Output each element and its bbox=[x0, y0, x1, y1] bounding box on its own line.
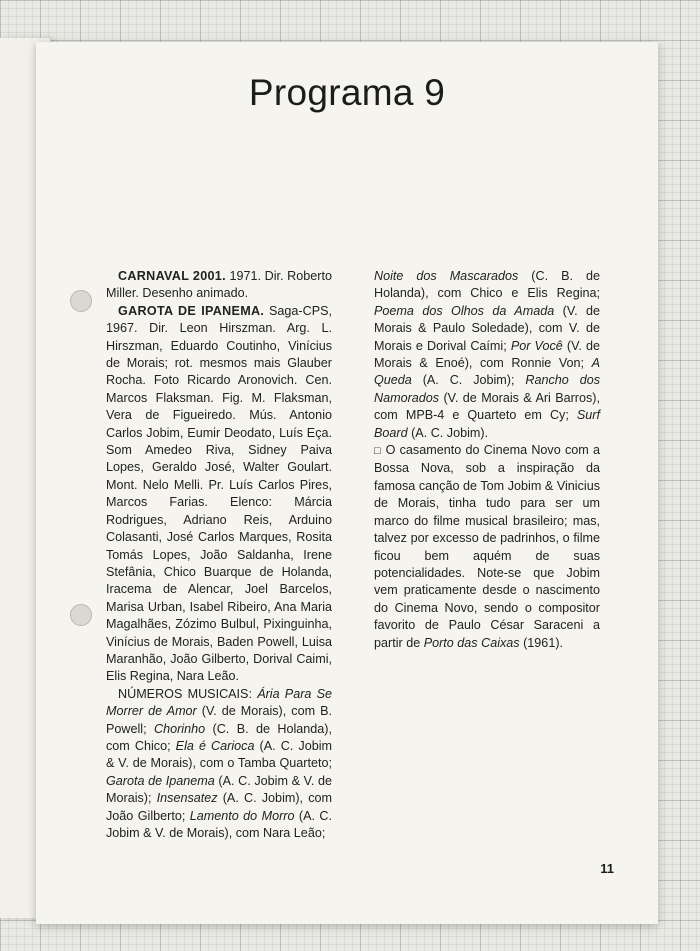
page-number: 11 bbox=[600, 861, 614, 876]
song-title: Chorinho bbox=[154, 721, 206, 736]
song-title: A Queda bbox=[374, 356, 600, 388]
song-title: Poema dos Olhos da Amada bbox=[374, 303, 555, 318]
film-credits: 1971. Dir. Roberto Miller. Desenho animado. bbox=[106, 269, 332, 301]
song-credit: (A. C. Jobim & V. de Morais), com o Tamba Quarteto; bbox=[106, 738, 332, 771]
film-title: CARNAVAL 2001. bbox=[118, 269, 226, 283]
document-page bbox=[36, 42, 658, 924]
commentary bbox=[374, 442, 600, 652]
square-bullet-icon: □ bbox=[374, 445, 382, 458]
film-reference: Porto das Caixas bbox=[423, 635, 520, 650]
right-column bbox=[374, 268, 600, 652]
song-credit: (V. de Morais & Paulo Soledade), com V. de Morais e Dorival Caími; bbox=[374, 303, 600, 353]
film-credits: Saga-CPS, 1967. Dir. Leon Hirszman. Arg. L. Hirszman, Eduardo Coutinho, Vinícius de Morais; rot. mesmos mais Glauber Rocha. Foto Ricardo Aronovich. Cen. Marcos Flaksman. Fig. M. Flaksman, Vera de Figueiredo. Mús. Antonio Carlos Jobim, Eumir Deodato, Luís Eça. Som Amedeo Riva, Sidney Paiva Lopes, Geraldo José, Walter Goulart. Mont. Nelo Melli. Pr. Luís Carlos Pires, Marcos Farias. Elenco: Márcia Rodrigues, Adriano Reis, Arduino Colasanti, José Carlos Marques, Rosita Tomás Lopes, João Saldanha, Irene Stefânia, Chico Buarque de Holanda, Iracema de Alencar, Joel Barcelos, Marisa Urban, Isabel Ribeiro, Ana Maria Magalhães, Zózimo Bulbul, Pixinguinha, Vinícius de Morais, Baden Powell, Luisa Maranhão, João Gilberto, Dorival Caimi, Elis Regina, Nara Leão. bbox=[106, 303, 332, 684]
musical-numbers-continued bbox=[374, 268, 600, 442]
song-title: Ária Para Se Morrer de Amor bbox=[106, 686, 333, 719]
song-title: Surf Board bbox=[374, 408, 600, 440]
song-credit: (A. C. Jobim). bbox=[407, 425, 489, 440]
song-title: Rancho dos Namorados bbox=[374, 373, 601, 405]
song-credit: (A. C. Jobim); bbox=[411, 373, 526, 388]
film-entry-garota bbox=[106, 303, 332, 686]
song-credit: (A. C. Jobim & V. de Morais); bbox=[106, 773, 332, 806]
song-credit: (A. C. Jobim & V. de Morais), com Nara Leão; bbox=[106, 808, 333, 840]
punch-hole bbox=[70, 290, 92, 312]
song-title: Lamento do Morro bbox=[189, 808, 295, 823]
musical-numbers bbox=[106, 686, 332, 843]
song-credit: (C. B. de Holanda), com Chico; bbox=[106, 721, 332, 753]
musicais-label: NÚMEROS MUSICAIS: bbox=[118, 686, 252, 701]
film-title: GAROTA DE IPANEMA. bbox=[118, 303, 265, 318]
song-title: Por Você bbox=[510, 338, 563, 353]
film-entry-carnaval bbox=[106, 268, 332, 303]
commentary-end: (1961). bbox=[519, 635, 564, 650]
song-title: Garota de Ipanema bbox=[106, 773, 215, 788]
song-title: Ela é Carioca bbox=[175, 738, 255, 753]
commentary-text: O casamento do Cinema Novo com a Bossa Nova, sob a inspiração da famosa canção de Tom Jobim & Vinicius de Morais, tinha tudo para ser um marco do filme musical brasileiro; mas, talvez por excesso de padrinhos, o filme ficou bem aquém de suas potencialidades. Note-se que Jobim vem praticamente desde o nascimento do Cinema Novo, sendo o compositor favorito de Paulo César Saraceni a partir de bbox=[374, 443, 600, 650]
left-column bbox=[106, 268, 332, 842]
song-title: Noite dos Mascarados bbox=[374, 269, 519, 283]
punch-hole bbox=[70, 604, 92, 626]
song-title: Insensatez bbox=[156, 791, 218, 806]
song-credit: (V. de Morais & Ari Barros), com MPB-4 e Quarteto em Cy; bbox=[374, 390, 600, 423]
song-credit: (C. B. de Holanda), com Chico e Elis Regina; bbox=[374, 269, 600, 301]
song-credit: (V. de Morais & Enoé), com Ronnie Von; bbox=[374, 338, 600, 371]
song-credit: (A. C. Jobim), com João Gilberto; bbox=[106, 791, 333, 823]
page-title: Programa 9 bbox=[248, 72, 446, 113]
song-credit: (V. de Morais), com B. Powell; bbox=[106, 704, 332, 736]
